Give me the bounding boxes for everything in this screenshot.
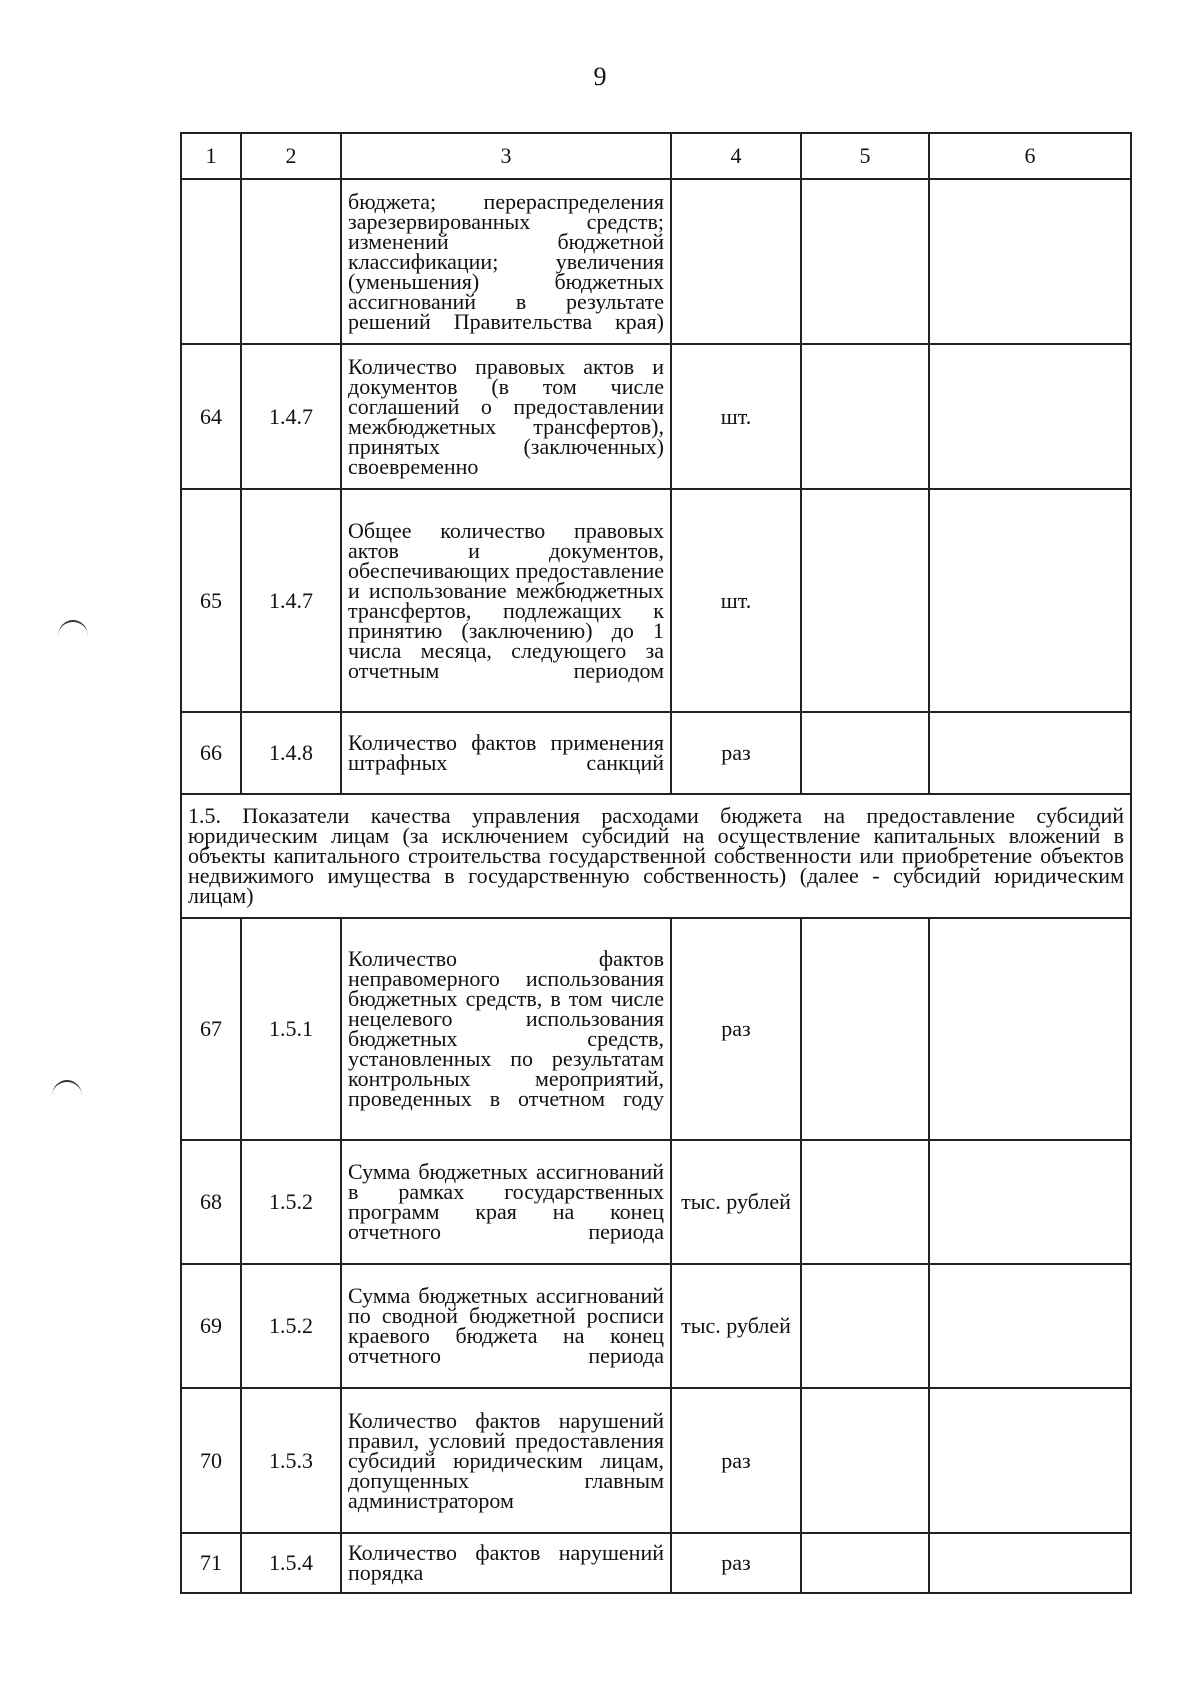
indicators-table [180, 132, 1132, 1594]
cell-empty [929, 489, 1131, 712]
cell-empty [801, 918, 929, 1140]
cell-empty [929, 344, 1131, 489]
cell-indicator-code: 1.4.7 [241, 489, 341, 712]
cell-empty [929, 1264, 1131, 1388]
punch-hole-mark-top [58, 620, 88, 652]
cell-indicator-code: 1.4.7 [241, 344, 341, 489]
cell-indicator-text: Количество фактов неправомерного использования бюджетных средств, в том числе нецелевого использования бюджетных средств, установленных по результатам контрольных мероприятий, проведенных в отчетном году [341, 918, 671, 1140]
header-col-2: 2 [241, 133, 341, 179]
cell-row-number: 70 [181, 1388, 241, 1533]
cell-indicator-code: 1.5.2 [241, 1140, 341, 1264]
cell-empty [241, 179, 341, 344]
table-row [181, 489, 1131, 712]
cell-indicator-text: Количество фактов применения штрафных санкций [341, 712, 671, 794]
header-col-6: 6 [929, 133, 1131, 179]
table-row [181, 1140, 1131, 1264]
cell-unit: раз [671, 712, 801, 794]
cell-empty [929, 1533, 1131, 1593]
cell-empty [801, 1264, 929, 1388]
cell-empty [929, 1140, 1131, 1264]
cell-indicator-text: Сумма бюджетных ассигнований по сводной бюджетной росписи краевого бюджета на конец отчетного периода [341, 1264, 671, 1388]
table-row [181, 712, 1131, 794]
cell-empty [801, 489, 929, 712]
cell-unit: шт. [671, 489, 801, 712]
table-header-row [181, 133, 1131, 179]
page-number: 9 [593, 62, 607, 91]
cell-indicator-code: 1.4.8 [241, 712, 341, 794]
section-heading-row [181, 794, 1131, 918]
cell-empty [929, 1388, 1131, 1533]
table-row [181, 1533, 1131, 1593]
cell-indicator-text: Количество фактов нарушений правил, условий предоставления субсидий юридическим лицам, допущенных главным администратором [341, 1388, 671, 1533]
table-row [181, 1388, 1131, 1533]
table-row-continuation [181, 179, 1131, 344]
cell-row-number: 66 [181, 712, 241, 794]
cell-unit: тыс. рублей [671, 1264, 801, 1388]
section-heading: 1.5. Показатели качества управления расходами бюджета на предоставление субсидий юридическим лицам (за исключением субсидий на осуществление капитальных вложений в объекты капитального строительства государственной собственности или приобретение объектов недвижимого имущества в государственную собственность) (далее - субсидий юридическим лицам) [181, 794, 1131, 918]
table-row [181, 918, 1131, 1140]
cell-indicator-text: бюджета; перераспределения зарезервированных средств; изменений бюджетной классификации; увеличения (уменьшения) бюджетных ассигнований в результате решений Правительства края) [341, 179, 671, 344]
table-row [181, 344, 1131, 489]
punch-hole-mark-bottom [52, 1080, 82, 1112]
header-col-3: 3 [341, 133, 671, 179]
cell-indicator-code: 1.5.2 [241, 1264, 341, 1388]
cell-indicator-text: Сумма бюджетных ассигнований в рамках государственных программ края на конец отчетного периода [341, 1140, 671, 1264]
header-col-4: 4 [671, 133, 801, 179]
table-row [181, 1264, 1131, 1388]
cell-row-number: 67 [181, 918, 241, 1140]
cell-unit: тыс. рублей [671, 1140, 801, 1264]
cell-empty [801, 179, 929, 344]
cell-empty [801, 1140, 929, 1264]
cell-indicator-code: 1.5.1 [241, 918, 341, 1140]
cell-empty [801, 1388, 929, 1533]
cell-empty [929, 179, 1131, 344]
cell-row-number: 65 [181, 489, 241, 712]
cell-indicator-text: Количество фактов нарушений порядка [341, 1533, 671, 1593]
cell-unit: шт. [671, 344, 801, 489]
cell-indicator-code: 1.5.4 [241, 1533, 341, 1593]
header-col-1: 1 [181, 133, 241, 179]
cell-indicator-text: Общее количество правовых актов и документов, обеспечивающих предоставление и использование межбюджетных трансфертов, подлежащих к принятию (заключению) до 1 числа месяца, следующего за отчетным периодом [341, 489, 671, 712]
header-col-5: 5 [801, 133, 929, 179]
cell-row-number: 69 [181, 1264, 241, 1388]
cell-unit: раз [671, 918, 801, 1140]
cell-indicator-code: 1.5.3 [241, 1388, 341, 1533]
cell-empty [929, 918, 1131, 1140]
cell-empty [181, 179, 241, 344]
cell-indicator-text: Количество правовых актов и документов (в том числе соглашений о предоставлении межбюджетных трансфертов), принятых (заключенных) своевременно [341, 344, 671, 489]
cell-empty [801, 1533, 929, 1593]
cell-unit: раз [671, 1388, 801, 1533]
cell-empty [801, 712, 929, 794]
cell-row-number: 68 [181, 1140, 241, 1264]
cell-row-number: 64 [181, 344, 241, 489]
cell-unit: раз [671, 1533, 801, 1593]
cell-empty [929, 712, 1131, 794]
cell-row-number: 71 [181, 1533, 241, 1593]
cell-empty [801, 344, 929, 489]
cell-empty [671, 179, 801, 344]
